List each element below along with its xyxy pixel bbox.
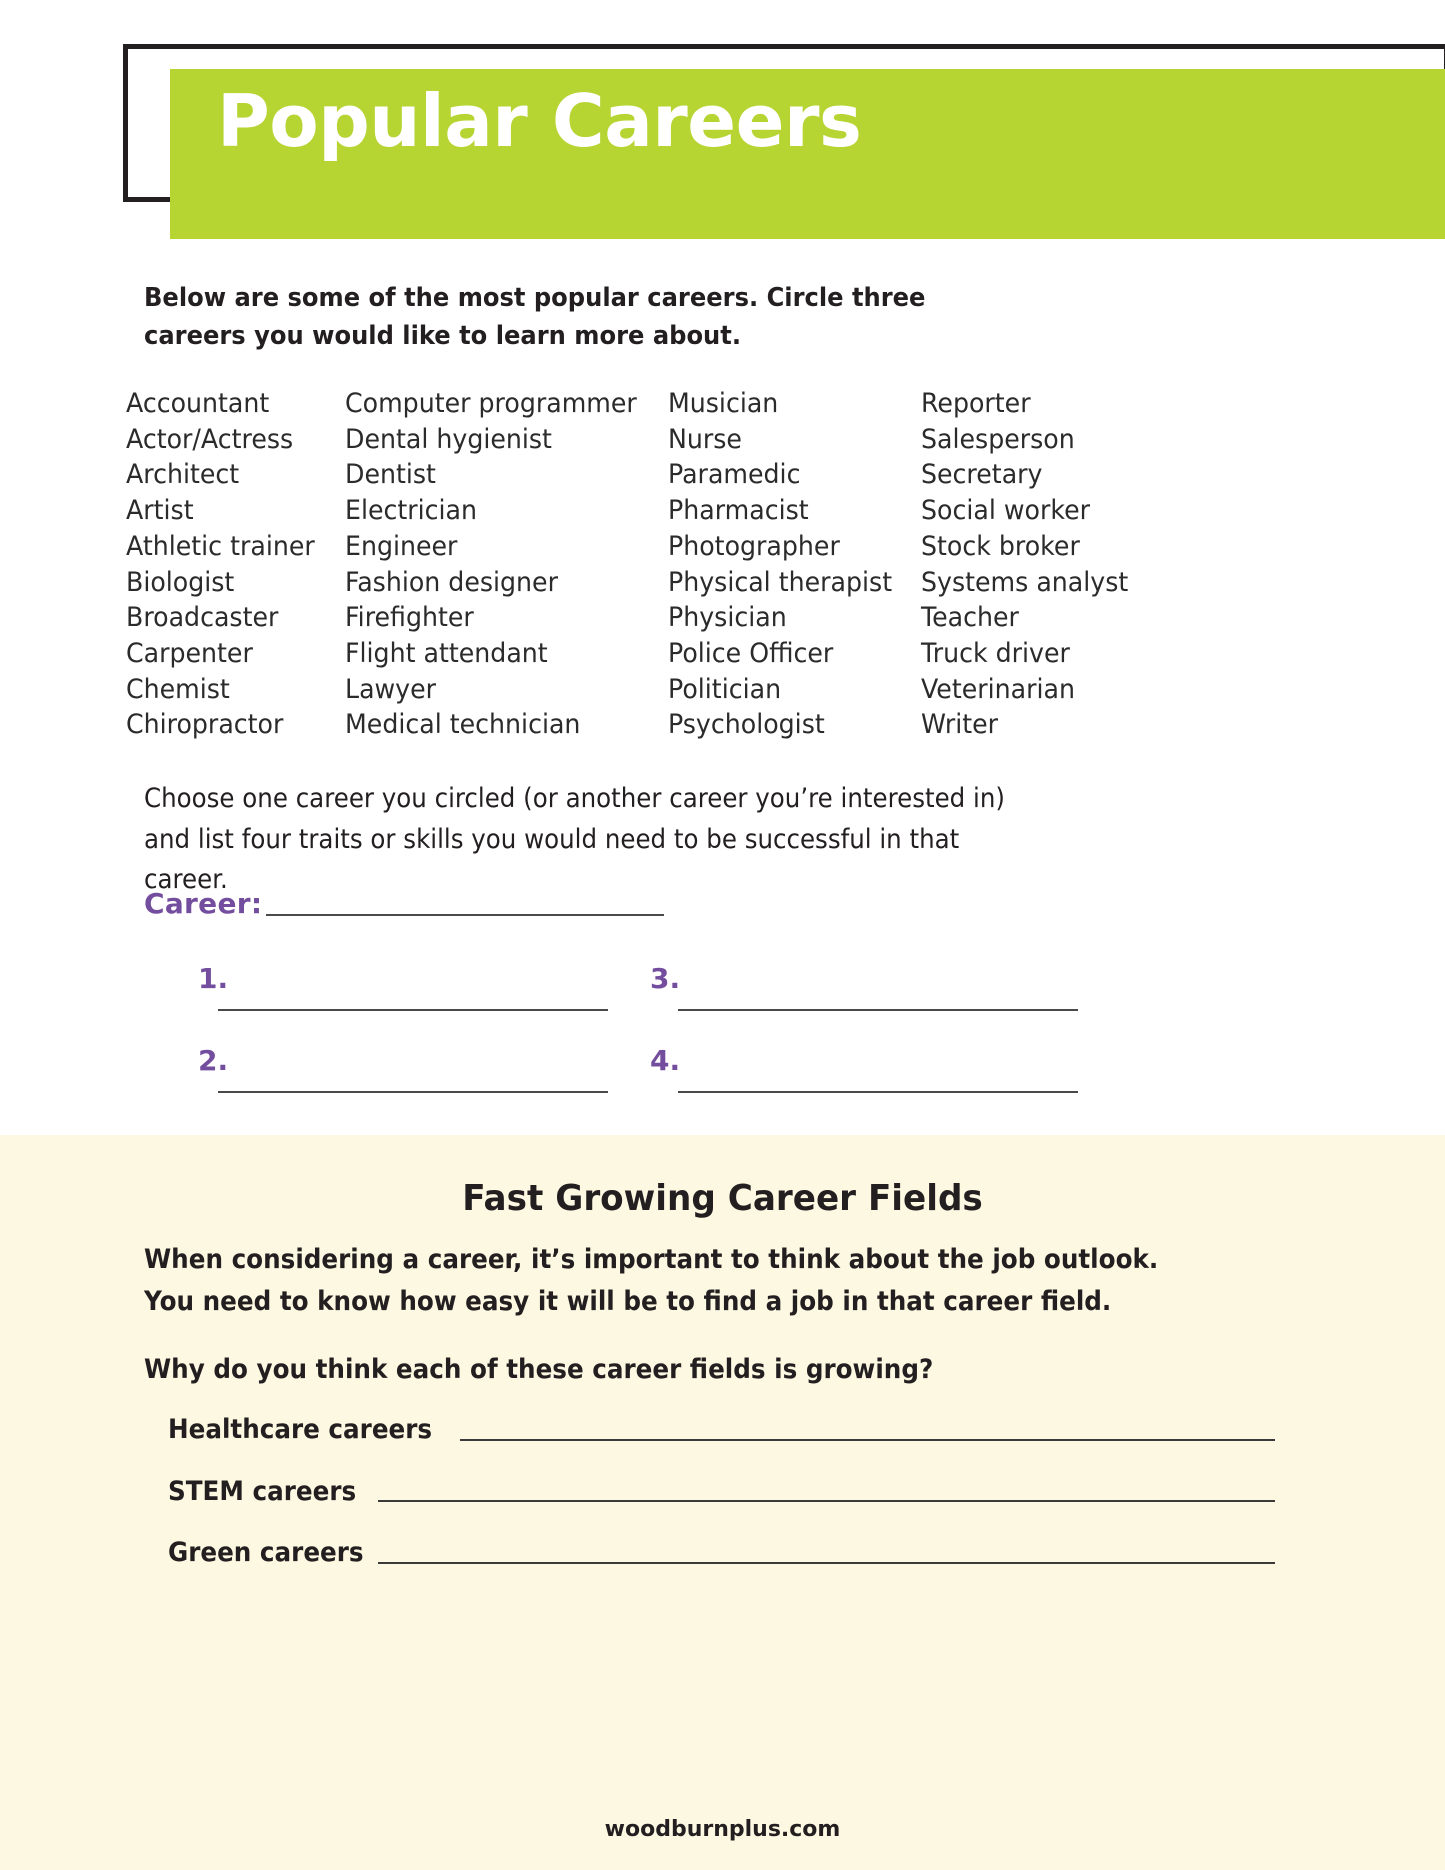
career-item[interactable]: Photographer: [668, 530, 840, 562]
growing-fields: [0, 1414, 1445, 1569]
career-item[interactable]: Medical technician: [345, 709, 581, 741]
fast-growing-title: Fast Growing Career Fields: [462, 1178, 983, 1219]
trait-number-4: 4.: [650, 1044, 681, 1077]
career-item[interactable]: Psychologist: [668, 709, 825, 741]
growing-field-healthcare[interactable]: [168, 1414, 1275, 1446]
career-item[interactable]: Athletic trainer: [126, 530, 315, 562]
careers-column-2: [345, 386, 660, 743]
careers-column-1: [126, 386, 341, 743]
trait-write-line-3[interactable]: [678, 1009, 1078, 1011]
career-item[interactable]: Teacher: [921, 602, 1019, 634]
career-item[interactable]: Police Officer: [668, 637, 834, 669]
growing-field-stem[interactable]: [168, 1475, 1275, 1507]
trait-item-3[interactable]: [650, 962, 1070, 1011]
career-item[interactable]: Social worker: [921, 495, 1090, 527]
growing-field-label-green: Green careers: [168, 1537, 364, 1569]
career-item[interactable]: Engineer: [345, 530, 458, 562]
career-item[interactable]: Physical therapist: [668, 566, 893, 598]
trait-item-1[interactable]: [198, 962, 618, 1011]
site-footer: woodburnplus.com: [604, 1817, 841, 1842]
growing-field-label-healthcare: Healthcare careers: [168, 1414, 433, 1446]
growing-write-line-healthcare[interactable]: [460, 1439, 1275, 1441]
career-item[interactable]: Veterinarian: [921, 673, 1075, 705]
career-item[interactable]: Politician: [668, 673, 782, 705]
trait-number-1: 1.: [198, 962, 229, 995]
career-item[interactable]: Computer programmer: [345, 388, 637, 419]
career-item[interactable]: Electrician: [345, 495, 478, 527]
career-item[interactable]: Pharmacist: [668, 495, 809, 527]
careers-column-3: [668, 386, 918, 743]
trait-item-4[interactable]: [650, 1044, 1070, 1093]
career-item[interactable]: Reporter: [921, 388, 1031, 419]
instructions-text: Below are some of the most popular careers. Circle three careers you would like to learn more about.: [144, 283, 926, 351]
career-item[interactable]: Dentist: [345, 459, 436, 491]
career-item[interactable]: Chiropractor: [126, 709, 284, 741]
career-item[interactable]: Carpenter: [126, 637, 253, 669]
career-item[interactable]: Stock broker: [921, 530, 1080, 562]
trait-number-3: 3.: [650, 962, 681, 995]
career-item[interactable]: Dental hygienist: [345, 423, 552, 455]
trait-item-2[interactable]: [198, 1044, 618, 1093]
growing-write-line-green[interactable]: [378, 1562, 1275, 1564]
fast-growing-question: Why do you think each of these career fields is growing?: [144, 1353, 934, 1385]
career-item[interactable]: Artist: [126, 495, 194, 527]
career-item[interactable]: Systems analyst: [921, 566, 1129, 598]
career-item[interactable]: Truck driver: [921, 637, 1070, 669]
career-item[interactable]: Broadcaster: [126, 602, 279, 634]
fast-growing-section: [0, 1135, 1445, 1870]
trait-write-line-2[interactable]: [218, 1091, 608, 1093]
career-item[interactable]: Paramedic: [668, 459, 801, 491]
growing-field-label-stem: STEM careers: [168, 1475, 357, 1507]
trait-write-line-4[interactable]: [678, 1091, 1078, 1093]
career-item[interactable]: Biologist: [126, 566, 235, 598]
page-title: Popular Careers: [217, 79, 862, 163]
career-item[interactable]: Nurse: [668, 423, 742, 455]
career-item[interactable]: Fashion designer: [345, 566, 558, 598]
fast-growing-paragraph: When considering a career, it’s important to think about the job outlook. You need to know how easy it will be to find a job in that career field.: [144, 1244, 1159, 1318]
career-item[interactable]: Chemist: [126, 673, 230, 705]
career-item[interactable]: Actor/Actress: [126, 423, 294, 455]
growing-field-green[interactable]: [168, 1537, 1275, 1569]
career-item[interactable]: Musician: [668, 388, 779, 419]
career-item[interactable]: Lawyer: [345, 673, 437, 705]
career-item[interactable]: Accountant: [126, 388, 270, 419]
career-item[interactable]: Writer: [921, 709, 999, 741]
career-item[interactable]: Architect: [126, 459, 240, 491]
trait-write-line-1[interactable]: [218, 1009, 608, 1011]
choose-career-prompt: Choose one career you circled (or another career you’re interested in) and list four traits or skills you would need to be successful in that career.: [144, 783, 1005, 896]
growing-write-line-stem[interactable]: [378, 1500, 1275, 1502]
career-entry-field[interactable]: [144, 887, 664, 920]
career-item[interactable]: Physician: [668, 602, 787, 634]
trait-number-2: 2.: [198, 1044, 229, 1077]
career-item[interactable]: Firefighter: [345, 602, 474, 634]
careers-list: [0, 386, 1445, 746]
career-label: Career:: [144, 887, 263, 920]
careers-column-4: [921, 386, 1221, 743]
page-header: [0, 0, 1445, 250]
career-item[interactable]: Salesperson: [921, 423, 1075, 455]
career-item[interactable]: Flight attendant: [345, 637, 548, 669]
career-item[interactable]: Secretary: [921, 459, 1043, 491]
worksheet-body: [0, 250, 1445, 1135]
career-write-line[interactable]: [266, 914, 664, 916]
